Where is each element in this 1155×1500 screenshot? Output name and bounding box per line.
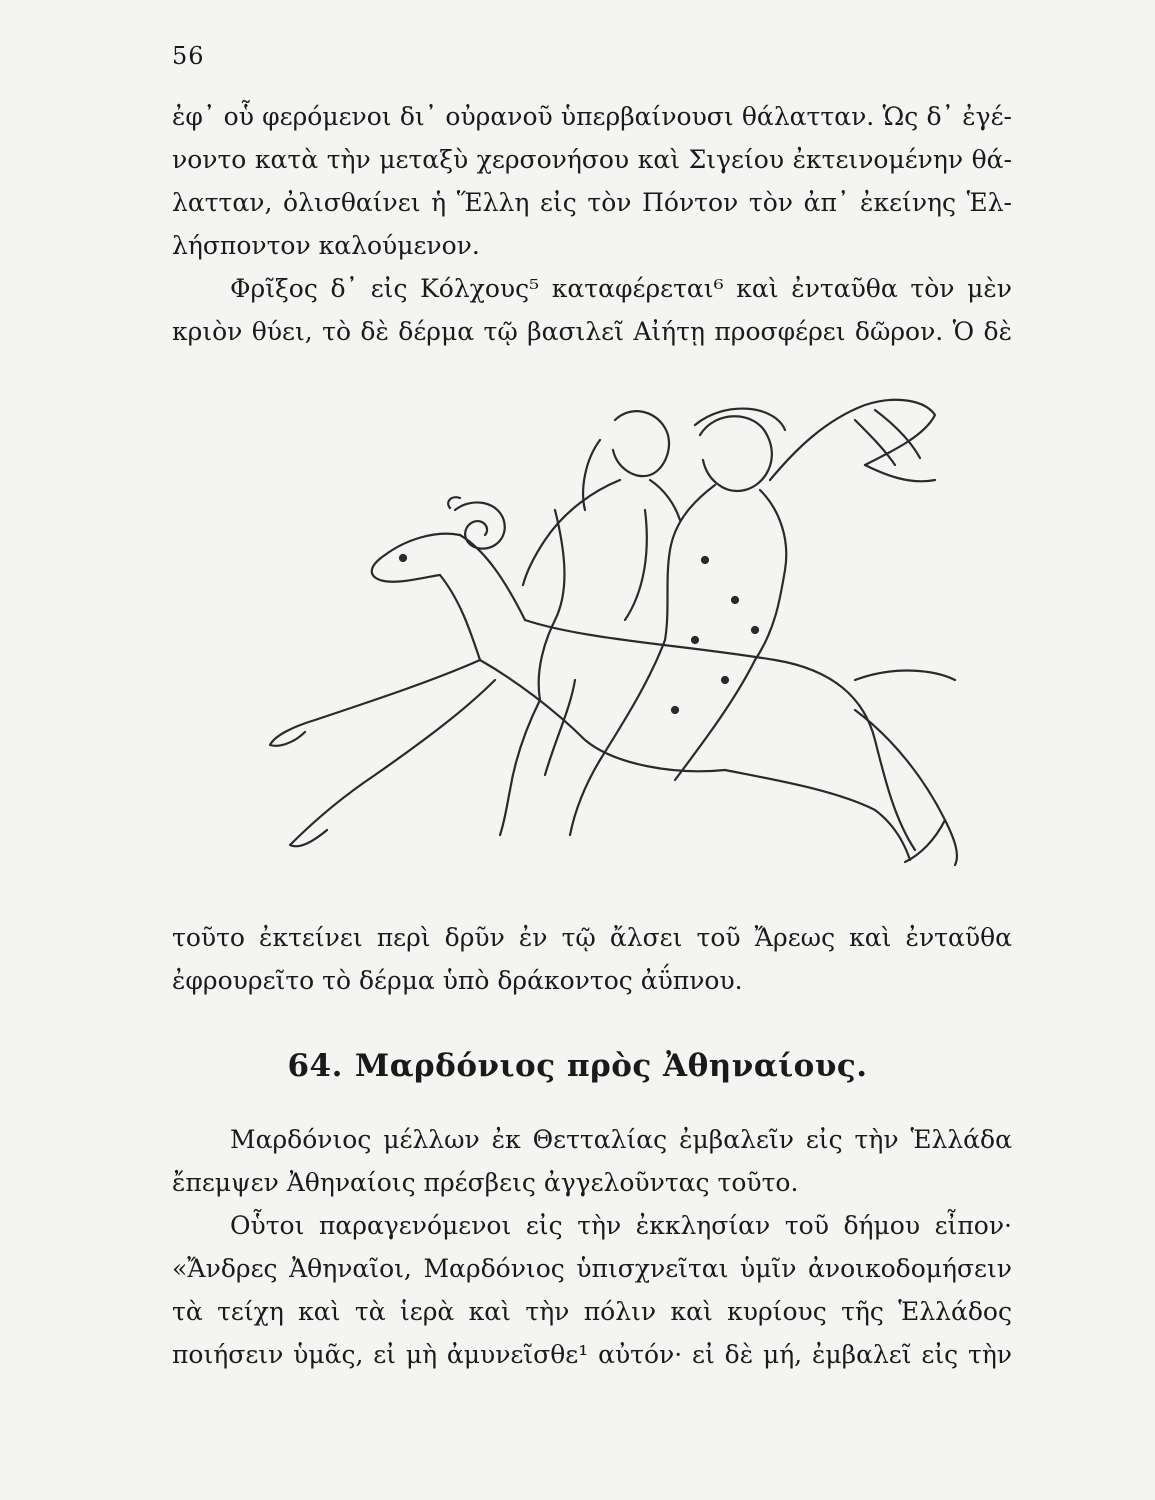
text-line: Μαρδόνιος μέλλων ἐκ Θετταλίας ἐμβαλεῖν εἰς τὴν Ἑλλάδα xyxy=(230,1125,1012,1154)
text-line: ἐφ᾽ οὗ φερόμενοι δι᾽ οὐρανοῦ ὑπερβαίνουσι θάλατταν. Ὡς δ᾽ ἐγέ- xyxy=(172,102,1012,131)
phrixus-helle-ram-illustration xyxy=(255,380,985,890)
page-number: 56 xyxy=(172,42,205,70)
text-line: ποιήσειν ὑμᾶς, εἰ μὴ ἀμυνεῖσθε¹ αὐτόν· εἰ δὲ μή, ἐμβαλεῖ εἰς τὴν xyxy=(172,1340,1012,1369)
middle-paragraph xyxy=(172,916,1012,1002)
text-line: νοντο κατὰ τὴν μεταξὺ χερσονήσου καὶ Σιγείου ἐκτεινομένην θά- xyxy=(172,145,1012,174)
section-title: Μαρδόνιος πρὸς Ἀθηναίους. xyxy=(354,1048,868,1084)
section-number: 64. xyxy=(287,1048,343,1084)
text-line: λήσποντον καλούμενον. xyxy=(172,231,480,260)
text-line: Οὗτοι παραγενόμενοι εἰς τὴν ἐκκλησίαν τοῦ δήμου εἶπον· xyxy=(230,1211,1012,1240)
text-line: τὰ τείχη καὶ τὰ ἱερὰ καὶ τὴν πόλιν καὶ κυρίους τῆς Ἑλλάδος xyxy=(172,1297,1012,1326)
text-line: λατταν, ὀλισθαίνει ἡ Ἕλλη εἰς τὸν Πόντον τὸν ἀπ᾽ ἐκείνης Ἑλ- xyxy=(172,188,1012,217)
top-paragraph xyxy=(172,95,1012,353)
section-heading xyxy=(0,1048,1155,1084)
text-line: ἔπεμψεν Ἀθηναίοις πρέσβεις ἀγγελοῦντας τοῦτο. xyxy=(172,1168,799,1197)
text-line: ἐφρουρεῖτο τὸ δέρμα ὑπὸ δράκοντος ἀΰπνου. xyxy=(172,966,743,995)
bottom-paragraph xyxy=(172,1118,1012,1376)
text-line: κριὸν θύει, τὸ δὲ δέρμα τῷ βασιλεῖ Αἰήτῃ προσφέρει δῶρον. Ὁ δὲ xyxy=(172,317,1012,346)
text-line: «Ἄνδρες Ἀθηναῖοι, Μαρδόνιος ὑπισχνεῖται ὑμῖν ἀνοικοδομήσειν xyxy=(172,1254,1012,1283)
text-line: Φρῖξος δ᾽ εἰς Κόλχους⁵ καταφέρεται⁶ καὶ ἐνταῦθα τὸν μὲν xyxy=(230,274,1012,303)
text-line: τοῦτο ἐκτείνει περὶ δρῦν ἐν τῷ ἄλσει τοῦ Ἄρεως καὶ ἐνταῦθα xyxy=(172,923,1012,952)
